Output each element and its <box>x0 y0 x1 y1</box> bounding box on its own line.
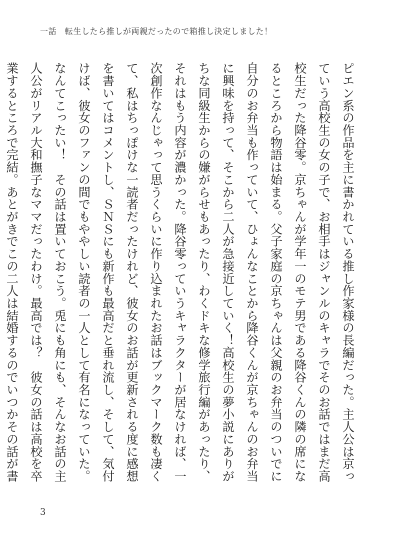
running-header: 一話 転生したら推しが両親だったので箱推し決定しました！ <box>40 27 273 36</box>
book-page <box>5 10 390 540</box>
page-number: 3 <box>40 508 46 518</box>
body-paragraph: ピエン系の作品を主に書かれている推し作家様の長編だった。主人公は京っていう高校生の女の子で、お相手はジャンルのキャラでそのお話ではまだ高校生だった降谷零。京ちゃんが学年一のモテ男である降谷くんの隣の席になるところから物語は始まる。父子家庭の京ちゃんは父親のお弁当のついでに自分のお弁当も作っていて、ひょんなことから降谷くんが京ちゃんのお弁当に興味を持って、そこから二人が急接近していく！高校生の夢小説にありがちな同級生からの嫌がらせもあったり、わくドキな修学旅行編があったり、それはもう内容が濃かった。降谷零っていうキャラクターが居なければ、一次創作なんじゃって思うくらいに作り込まれたお話はブックマーク数も凄くて、私はちっぽけな一読者だったけれど、彼女のお話が更新される度に感想を書いてはコメントし、ＳＮＳにも新作も最高だと垂れ流し、そして、気付けば、彼女のファンの間でもややしい読者の一人として有名になっていた。なんてこったい！ その話は置いておこう。兎にも角にも、そんなお話の主人公がリアル大和撫子なママだったわけ。最高では？ 彼女の話は高校を卒業するところで完結。あとがきでこの二人は結婚するのでいつかその話が書 <box>5 62 355 482</box>
body-text <box>5 62 360 482</box>
